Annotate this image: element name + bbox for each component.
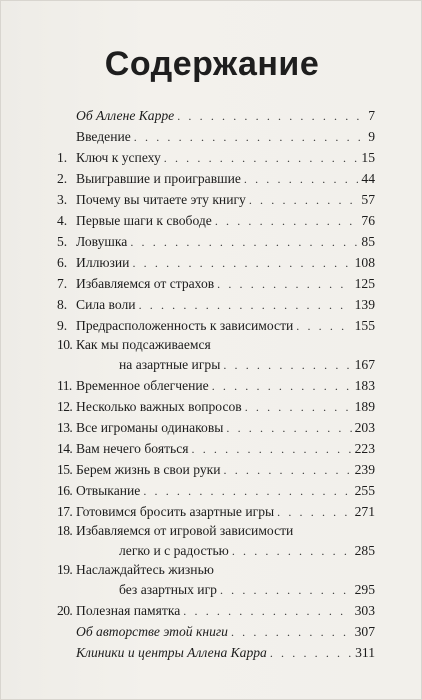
toc-dot-leader <box>226 418 351 439</box>
toc-entry-title-continued: без азартных игр <box>119 582 217 597</box>
toc-entry-page: 76 <box>361 213 375 228</box>
page-title: Содержание <box>104 45 320 83</box>
toc-entry-page: 85 <box>361 234 375 249</box>
toc-entry <box>57 375 375 396</box>
toc-entry-title: Отвыкание <box>76 483 141 498</box>
toc-dot-leader <box>244 169 359 190</box>
toc-entry-number: 11. <box>57 378 72 393</box>
toc-entry-number: 20. <box>57 603 73 618</box>
toc-entry <box>57 147 375 168</box>
toc-dot-leader <box>232 541 352 562</box>
toc-entry-page: 295 <box>354 582 375 597</box>
toc-entry-number: 17. <box>57 504 73 519</box>
toc-entry-page: 155 <box>354 318 375 333</box>
toc-entry-title: Ключ к успеху <box>76 150 161 165</box>
toc-entry-title: Временное облегчение <box>76 378 209 393</box>
toc-entry-number: 15. <box>57 462 73 477</box>
toc-entry <box>57 273 375 294</box>
toc-dot-leader <box>132 253 351 274</box>
toc-entry-title: Предрасположенность к зависимости <box>76 318 294 333</box>
toc-entry-number: 4. <box>57 213 68 228</box>
toc-entry <box>57 105 375 126</box>
toc-entry <box>57 522 375 540</box>
table-of-contents <box>57 105 375 663</box>
toc-entry-title: Вам нечего бояться <box>76 441 189 456</box>
toc-entry-continuation <box>57 540 375 561</box>
toc-entry <box>57 561 375 579</box>
toc-entry <box>57 396 375 417</box>
toc-entry-page: 189 <box>354 399 375 414</box>
toc-entry <box>57 231 375 252</box>
toc-dot-leader <box>231 622 352 643</box>
toc-entry-page: 239 <box>354 462 375 477</box>
toc-entry-title: Почему вы читаете эту книгу <box>76 192 246 207</box>
toc-dot-leader <box>249 190 359 211</box>
toc-entry-page: 311 <box>355 645 375 660</box>
toc-entry-page: 255 <box>354 483 375 498</box>
toc-entry <box>57 621 375 642</box>
toc-entry-number: 12. <box>57 399 73 414</box>
toc-entry-title: Выигравшие и проигравшие <box>76 171 241 186</box>
toc-entry-continuation <box>57 354 375 375</box>
toc-dot-leader <box>224 460 352 481</box>
toc-dot-leader <box>220 580 352 601</box>
toc-entry <box>57 459 375 480</box>
toc-entry-number: 19. <box>57 562 73 577</box>
toc-dot-leader <box>245 397 352 418</box>
toc-entry-title: Избавляемся от страхов <box>76 276 215 291</box>
toc-entry <box>57 294 375 315</box>
toc-entry-page: 7 <box>368 108 375 123</box>
toc-dot-leader <box>177 106 365 127</box>
toc-entry <box>57 315 375 336</box>
toc-dot-leader <box>192 439 352 460</box>
toc-entry <box>57 189 375 210</box>
toc-entry-continuation <box>57 579 375 600</box>
toc-entry-page: 9 <box>368 129 375 144</box>
toc-dot-leader <box>217 274 351 295</box>
toc-entry-page: 15 <box>361 150 375 165</box>
toc-entry <box>57 417 375 438</box>
toc-entry <box>57 168 375 189</box>
toc-dot-leader <box>270 643 352 664</box>
toc-entry-title: Наслаждайтесь жизнью <box>76 562 214 577</box>
toc-dot-leader <box>130 232 358 253</box>
toc-entry-number: 13. <box>57 420 73 435</box>
toc-entry-title: Об авторстве этой книги <box>76 624 228 639</box>
toc-entry-page: 108 <box>354 255 375 270</box>
toc-entry-page: 183 <box>354 378 375 393</box>
toc-dot-leader <box>212 376 352 397</box>
toc-entry-title: Готовимся бросить азартные игры <box>76 504 275 519</box>
toc-entry-page: 271 <box>354 504 375 519</box>
toc-entry-title: Иллюзии <box>76 255 130 270</box>
toc-dot-leader <box>134 127 365 148</box>
toc-dot-leader <box>223 355 351 376</box>
toc-entry-title: Несколько важных вопросов <box>76 399 242 414</box>
toc-entry-title: Клиники и центры Аллена Карра <box>76 645 267 660</box>
toc-entry-title: Полезная памятка <box>76 603 181 618</box>
toc-entry-page: 223 <box>354 441 375 456</box>
toc-entry-page: 139 <box>354 297 375 312</box>
toc-entry-number: 18. <box>57 523 73 538</box>
toc-entry-title-continued: на азартные игры <box>119 357 221 372</box>
toc-entry-title: Сила воли <box>76 297 136 312</box>
toc-entry-number: 9. <box>57 318 68 333</box>
toc-entry-number: 5. <box>57 234 68 249</box>
toc-entry-title: Берем жизнь в свои руки <box>76 462 221 477</box>
toc-entry-number: 3. <box>57 192 68 207</box>
toc-entry-number: 7. <box>57 276 68 291</box>
toc-dot-leader <box>215 211 359 232</box>
toc-dot-leader <box>183 601 351 622</box>
toc-entry <box>57 210 375 231</box>
toc-entry-page: 44 <box>361 171 375 186</box>
toc-entry <box>57 438 375 459</box>
toc-entry-number: 10. <box>57 337 73 352</box>
toc-entry-title: Ловушка <box>76 234 128 249</box>
toc-entry-title: Все игроманы одинаковы <box>76 420 224 435</box>
toc-entry-title: Первые шаги к свободе <box>76 213 212 228</box>
toc-entry-page: 167 <box>354 357 375 372</box>
toc-entry-page: 125 <box>354 276 375 291</box>
toc-entry-page: 303 <box>354 603 375 618</box>
toc-entry-page: 57 <box>361 192 375 207</box>
toc-dot-leader <box>139 295 352 316</box>
toc-entry-number: 16. <box>57 483 73 498</box>
toc-entry-number: 14. <box>57 441 73 456</box>
toc-dot-leader <box>277 502 351 523</box>
toc-entry-number: 1. <box>57 150 68 165</box>
toc-entry-title: Введение <box>76 129 131 144</box>
toc-entry <box>57 252 375 273</box>
toc-entry <box>57 642 375 663</box>
toc-entry <box>57 480 375 501</box>
toc-entry-number: 6. <box>57 255 68 270</box>
toc-entry <box>57 126 375 147</box>
toc-entry-number: 2. <box>57 171 68 186</box>
toc-dot-leader <box>143 481 351 502</box>
toc-entry-number: 8. <box>57 297 68 312</box>
toc-entry-page: 307 <box>354 624 375 639</box>
toc-dot-leader <box>164 148 359 169</box>
toc-entry-title: Избавляемся от игровой зависимости <box>76 523 294 538</box>
toc-entry-title: Как мы подсаживаемся <box>76 337 211 352</box>
toc-entry-title: Об Аллене Карре <box>76 108 175 123</box>
toc-entry <box>57 501 375 522</box>
toc-entry <box>57 600 375 621</box>
toc-dot-leader <box>296 316 351 337</box>
toc-entry-page: 203 <box>354 420 375 435</box>
toc-entry-page: 285 <box>354 543 375 558</box>
toc-entry-title-continued: легко и с радостью <box>119 543 229 558</box>
toc-entry <box>57 336 375 354</box>
